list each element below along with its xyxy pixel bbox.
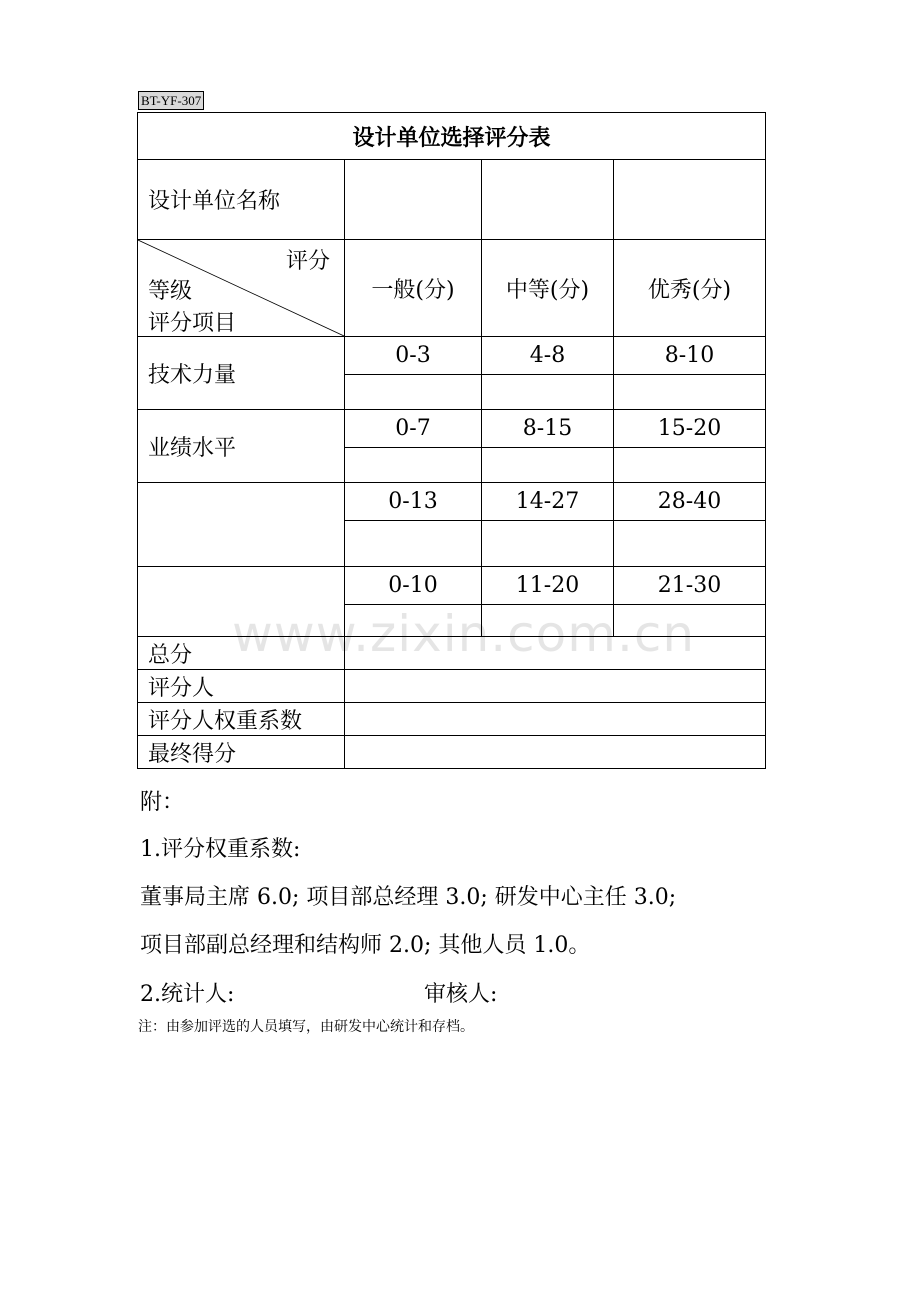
score-input-cell[interactable] bbox=[345, 521, 482, 567]
score-input-cell[interactable] bbox=[482, 375, 614, 410]
final-score-cell[interactable] bbox=[345, 736, 766, 769]
score-input-cell[interactable] bbox=[614, 448, 766, 483]
range-cell: 8-10 bbox=[614, 337, 766, 375]
footnote: 注：由参加评选的人员填写，由研发中心统计和存档。 bbox=[138, 1019, 474, 1035]
unit-name-cell-2[interactable] bbox=[482, 160, 614, 240]
row-label-performance: 业绩水平 bbox=[138, 410, 345, 483]
scoring-table bbox=[137, 112, 766, 769]
range-cell: 14-27 bbox=[482, 483, 614, 521]
score-input-cell[interactable] bbox=[614, 521, 766, 567]
statistician-label: 2.统计人: bbox=[140, 982, 235, 1007]
range-cell: 8-15 bbox=[482, 410, 614, 448]
score-input-cell[interactable] bbox=[482, 448, 614, 483]
unit-name-cell-3[interactable] bbox=[614, 160, 766, 240]
scorer-weight-label: 评分人权重系数 bbox=[138, 703, 345, 736]
score-input-cell[interactable] bbox=[482, 521, 614, 567]
total-score-label: 总分 bbox=[138, 637, 345, 670]
appendix-item-1: 1.评分权重系数: bbox=[140, 837, 301, 862]
range-cell: 28-40 bbox=[614, 483, 766, 521]
reviewer-label: 审核人: bbox=[424, 982, 498, 1007]
weights-line-1: 董事局主席 6.0; 项目部总经理 3.0; 研发中心主任 3.0; bbox=[140, 885, 677, 910]
range-cell: 11-20 bbox=[482, 567, 614, 605]
range-cell: 0-3 bbox=[345, 337, 482, 375]
form-title: 设计单位选择评分表 bbox=[138, 113, 766, 160]
unit-name-label: 设计单位名称 bbox=[138, 160, 345, 240]
range-cell: 0-13 bbox=[345, 483, 482, 521]
range-cell: 0-7 bbox=[345, 410, 482, 448]
scorer-cell[interactable] bbox=[345, 670, 766, 703]
score-input-cell[interactable] bbox=[345, 448, 482, 483]
document-code: BT-YF-307 bbox=[138, 91, 204, 110]
item-header-label: 评分项目 bbox=[148, 311, 237, 336]
appendix-title: 附： bbox=[140, 790, 185, 815]
scorer-label: 评分人 bbox=[138, 670, 345, 703]
range-cell: 4-8 bbox=[482, 337, 614, 375]
range-cell: 0-10 bbox=[345, 567, 482, 605]
score-header-label: 评分 bbox=[285, 249, 330, 274]
grade-header-label: 等级 bbox=[148, 279, 193, 304]
level-header-medium: 中等(分) bbox=[482, 240, 614, 337]
range-cell: 15-20 bbox=[614, 410, 766, 448]
row-label-3 bbox=[138, 483, 345, 567]
range-cell: 21-30 bbox=[614, 567, 766, 605]
level-header-excellent: 优秀(分) bbox=[614, 240, 766, 337]
final-score-label: 最终得分 bbox=[138, 736, 345, 769]
level-header-general: 一般(分) bbox=[345, 240, 482, 337]
diagonal-header-cell bbox=[138, 240, 345, 337]
scorer-weight-cell[interactable] bbox=[345, 703, 766, 736]
score-input-cell[interactable] bbox=[614, 375, 766, 410]
score-input-cell[interactable] bbox=[345, 375, 482, 410]
weights-line-2: 项目部副总经理和结构师 2.0; 其他人员 1.0。 bbox=[140, 933, 591, 958]
unit-name-cell-1[interactable] bbox=[345, 160, 482, 240]
watermark: www.zixin.com.cn bbox=[232, 605, 696, 663]
row-label-tech: 技术力量 bbox=[138, 337, 345, 410]
